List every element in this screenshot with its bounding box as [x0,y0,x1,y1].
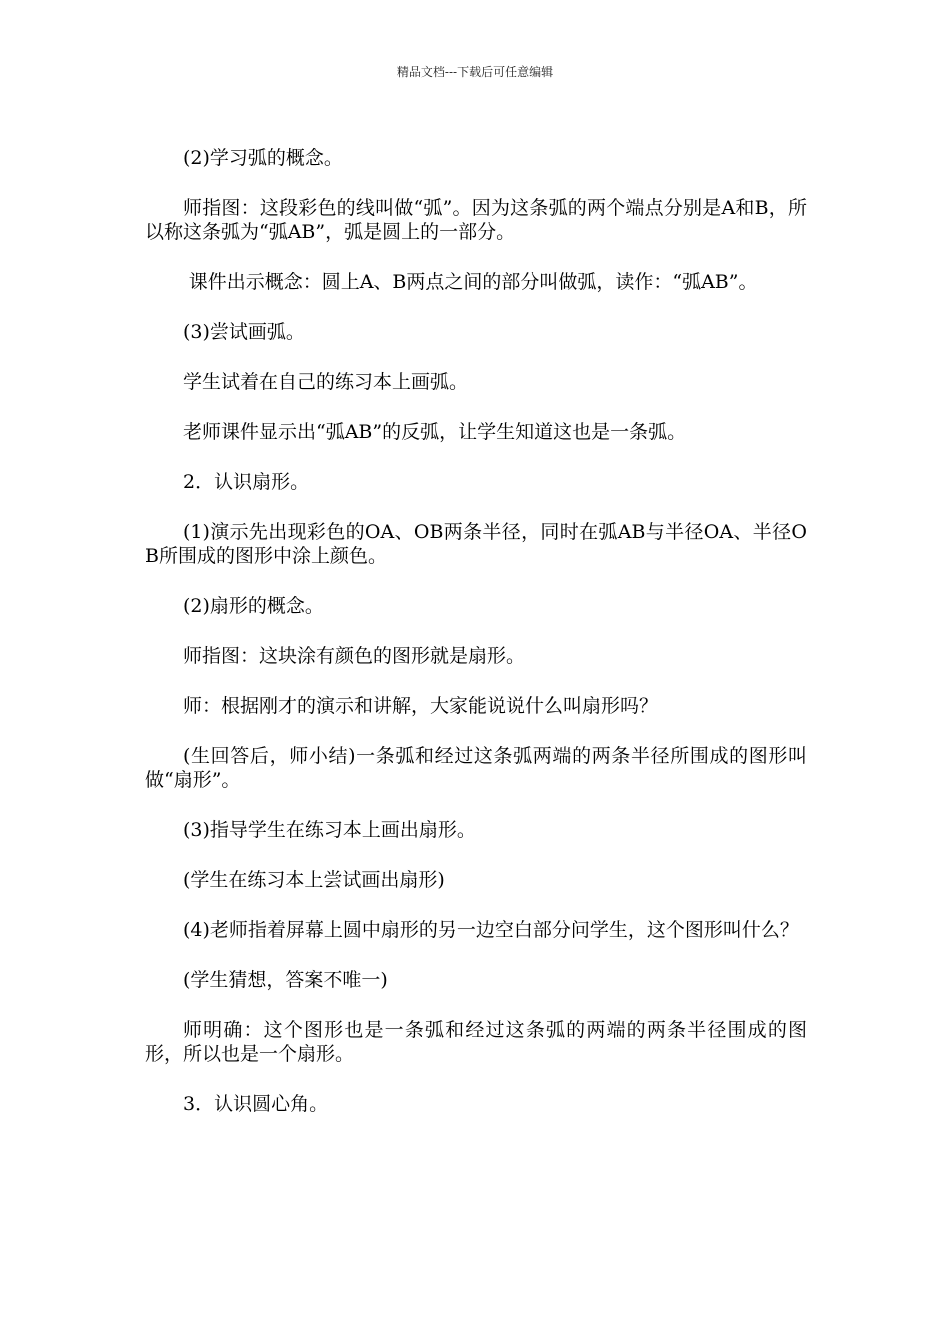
paragraph-13: (3)指导学生在练习本上画出扇形。 [183,819,476,841]
paragraph-7: 2．认识扇形。 [183,471,310,493]
paragraph-10: 师指图：这块涂有颜色的图形就是扇形。 [183,645,526,667]
paragraph-4: (3)尝试画弧。 [183,321,305,343]
paragraph-11: 师：根据刚才的演示和讲解，大家能说说什么叫扇形吗？ [183,695,659,717]
paragraph-3: 课件出示概念：圆上A、B两点之间的部分叫做弧，读作：“弧AB”。 [188,271,758,293]
paragraph-5: 学生试着在自己的练习本上画弧。 [183,371,469,393]
paragraph-15: (4)老师指着屏幕上圆中扇形的另一边空白部分问学生，这个图形叫什么？ [183,919,799,941]
paragraph-12: (生回答后，师小结)一条弧和经过这条弧两端的两条半径所围成的图形叫做“扇形”。 [145,745,807,791]
paragraph-9: (2)扇形的概念。 [183,595,324,617]
paragraph-14: (学生在练习本上尝试画出扇形) [183,869,445,891]
paragraph-1: (2)学习弧的概念。 [183,147,343,169]
paragraph-16: (学生猜想，答案不唯一) [183,969,388,991]
paragraph-8: (1)演示先出现彩色的OA、OB两条半径，同时在弧AB与半径OA、半径OB所围成的图形中涂上颜色。 [145,521,807,567]
paragraph-17: 师明确：这个图形也是一条弧和经过这条弧的两端的两条半径围成的图形，所以也是一个扇形。 [145,1019,807,1065]
document-body [145,146,807,1142]
paragraph-2: 师指图：这段彩色的线叫做“弧”。因为这条弧的两个端点分别是A和B，所以称这条弧为“弧AB”，弧是圆上的一部分。 [145,197,807,243]
page-header: 精品文档---下载后可任意编辑 [396,65,554,79]
paragraph-18: 3．认识圆心角。 [183,1093,329,1115]
paragraph-6: 老师课件显示出“弧AB”的反弧，让学生知道这也是一条弧。 [183,421,687,443]
